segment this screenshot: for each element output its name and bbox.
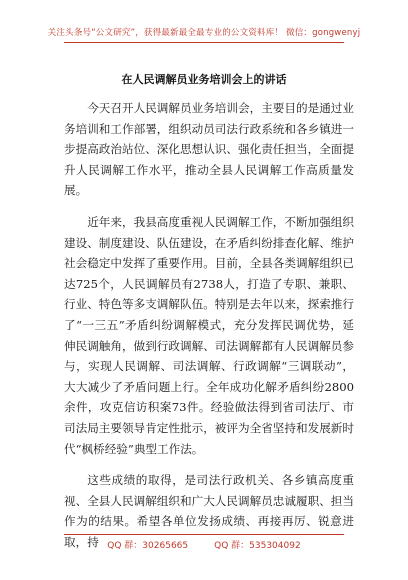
footer	[0, 538, 408, 551]
paragraph-3: 这些成绩的取得，是司法行政机关、各乡镇高度重视、全县人民调解组织和广大人民调解员忠诚履职、担当作为的结果。希望各单位发扬成绩、再接再厉、锐意进取，持	[64, 473, 354, 549]
footer-qq-group-2: QQ 群：535304092	[214, 541, 301, 551]
footer-divider	[64, 534, 344, 535]
header-divider	[64, 42, 344, 43]
paragraph-1: 今天召开人民调解员业务培训会，主要目的是通过业务培训和工作部署，组织动员司法行政系统和各乡镇进一步提高政治站位、深化思想认识、强化责任担当，全面提升人民调解工作水平，推动全县人民调解工作高质量发展。	[64, 101, 354, 198]
document-body	[64, 98, 354, 563]
paragraph-2: 近年来，我县高度重视人民调解工作，不断加强组织建设、制度建设、队伍建设，在矛盾纠纷排查化解、维护社会稳定中发挥了重要作用。目前，全县各类调解组织已达725个，人民调解员有2738人，打造了专职、兼职、行业、特色等多支调解队伍。特别是去年以来，探索推行了“一三五”矛盾纠纷调解模式，充分发挥民调优势，延伸民调触角，做到行政调解、司法调解都有人民调解员参与，实现人民调解、司法调解、行政调解“三调联动”，大大减少了矛盾问题上行。全年成功化解矛盾纠纷2800余件，攻克信访积案73件。经验做法得到省司法厅、市司法局主要领导肯定性批示，被评为全省坚持和发展新时代“枫桥经验”典型工作法。	[64, 214, 354, 456]
document-title: 在人民调解员业务培训会上的讲话	[121, 73, 287, 86]
footer-qq-group-1: QQ 群：30265665	[107, 541, 189, 551]
header-banner: 关注头条号“公文研究”，获得最新最全最专业的公文资料库！ 微信：gongwenyj	[47, 28, 361, 38]
